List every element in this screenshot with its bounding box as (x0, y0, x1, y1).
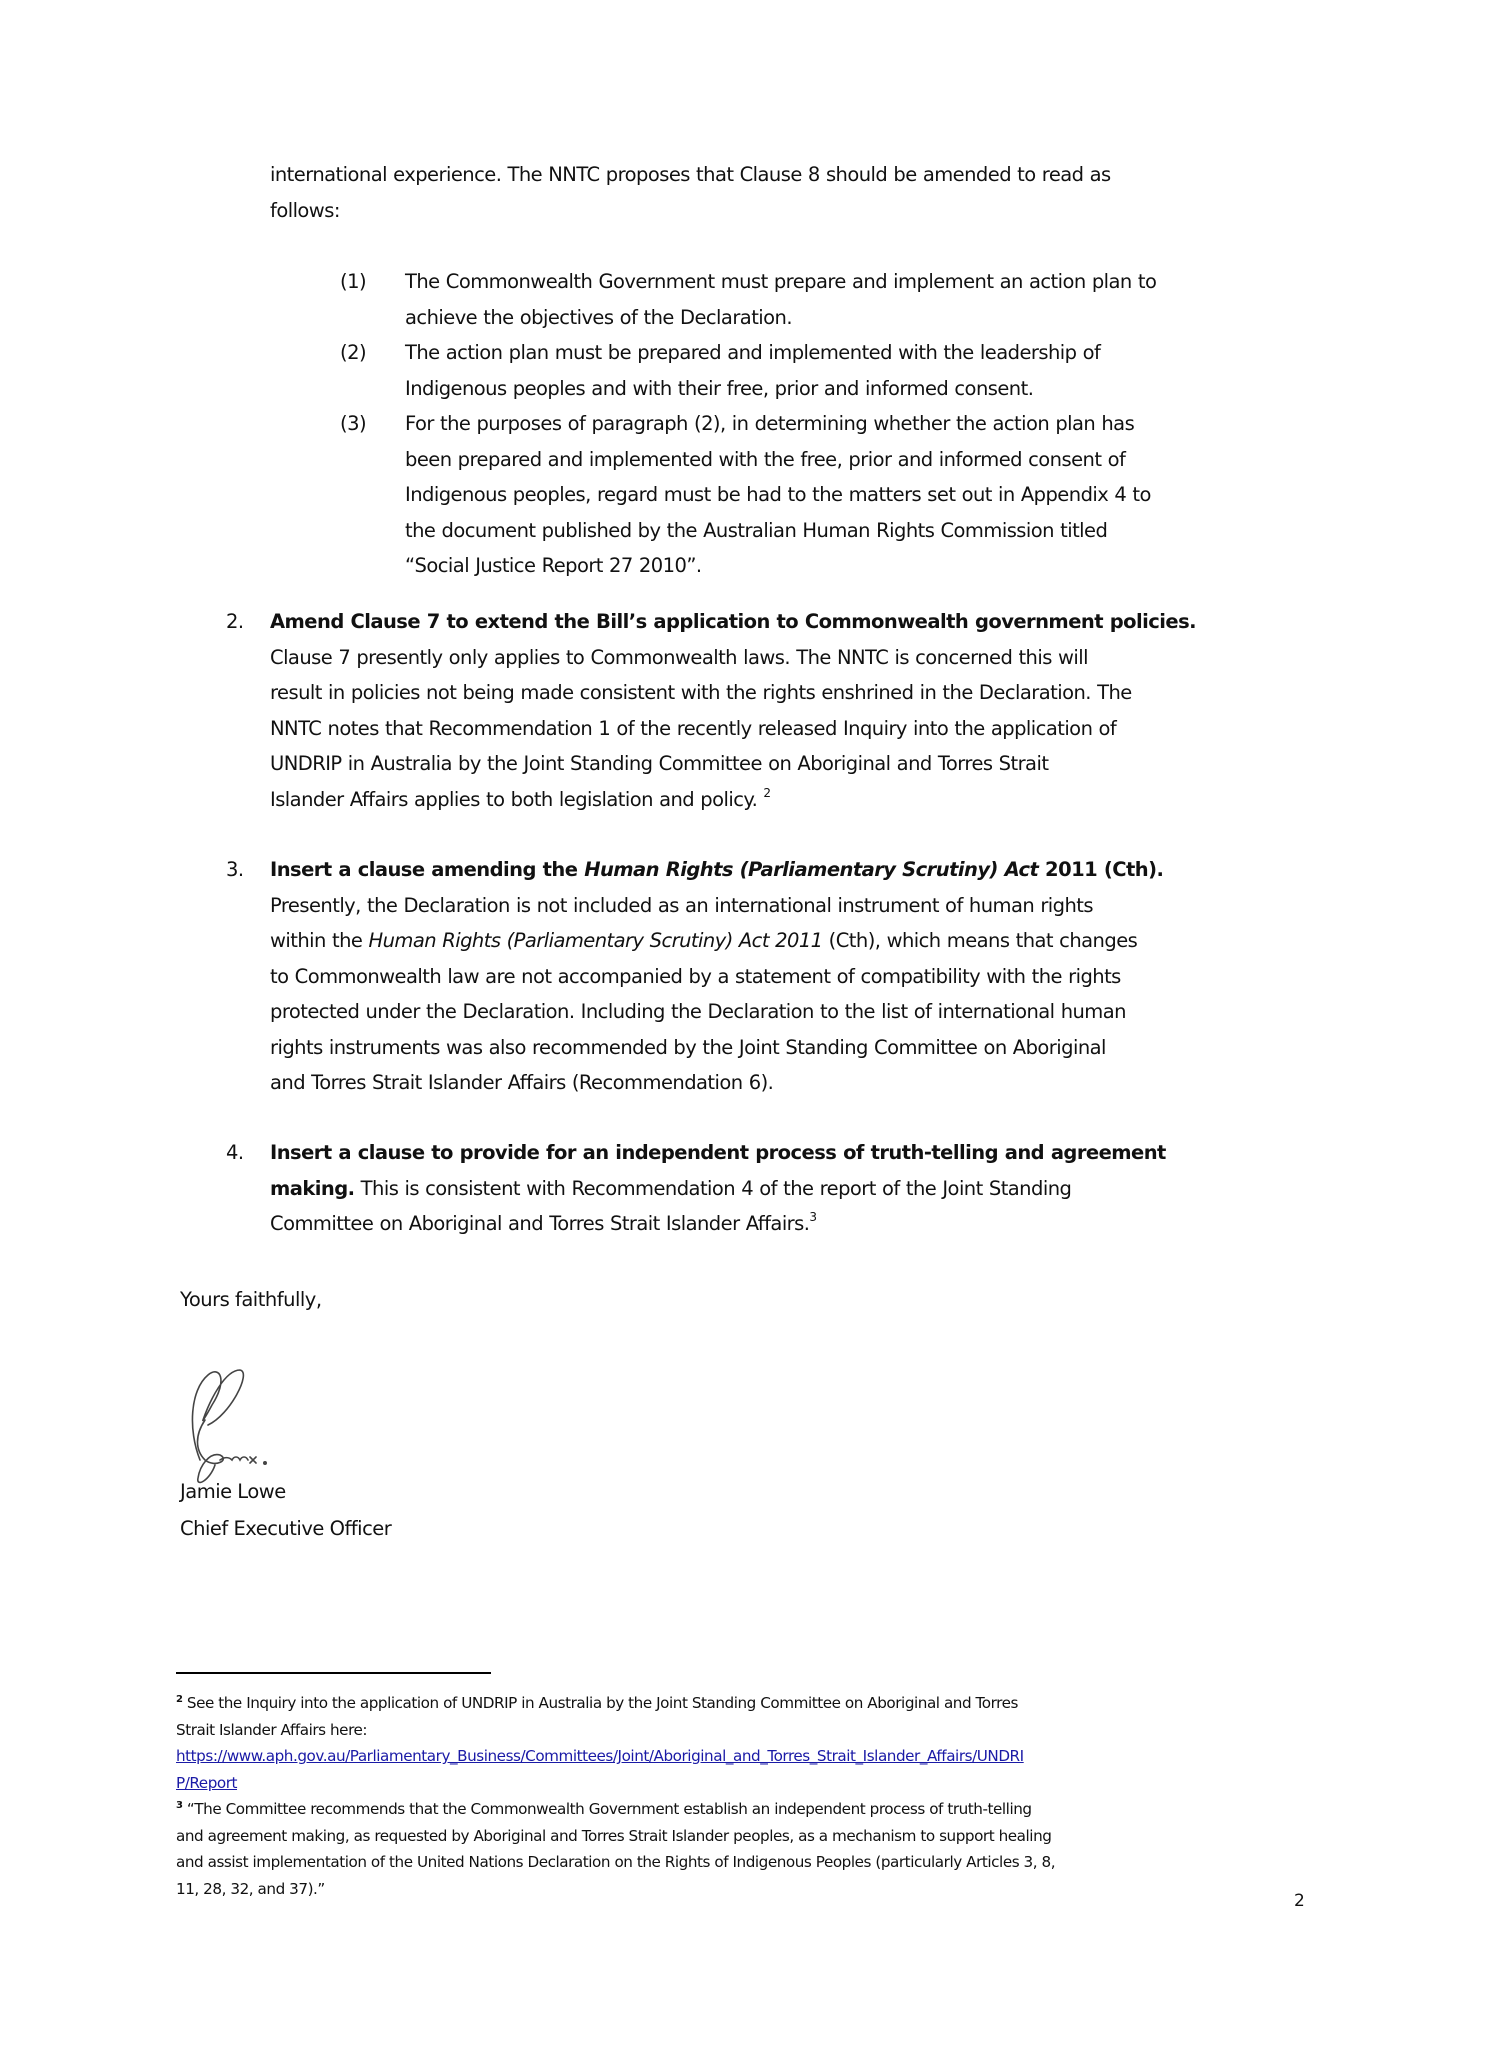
footnote-text: and agreement making, as requested by Aboriginal and Torres Strait Islander peoples, as a mechanism to support healing (176, 1826, 1052, 1845)
footnote-reference[interactable]: 3 (809, 1210, 817, 1224)
recommendation-line: (Cth), which means that changes (822, 929, 1138, 952)
recommendation-heading: Insert a clause to provide for an independent process of truth-telling and agreement (270, 1141, 1166, 1164)
footnote-3 (176, 1796, 1055, 1902)
footnote-text: See the Inquiry into the application of UNDRIP in Australia by the Joint Standing Committee on Aboriginal and Torres (182, 1694, 1018, 1712)
subitem-line: achieve the objectives of the Declaration. (405, 305, 792, 329)
salutation: Yours faithfully, (180, 1288, 322, 1311)
recommendation-line: NNTC notes that Recommendation 1 of the recently released Inquiry into the application of (270, 716, 1117, 740)
recommendation-line: Clause 7 presently only applies to Commonwealth laws. The NNTC is concerned this will (270, 645, 1088, 669)
footnote-text: and assist implementation of the United Nations Declaration on the Rights of Indigenous Peoples (particularly Articles 3, 8, (176, 1853, 1056, 1871)
intro-paragraph (270, 157, 1111, 228)
recommendation-heading: Insert a clause amending the (270, 858, 585, 881)
intro-line: follows: (270, 198, 340, 222)
footnote-text: Strait Islander Affairs here: (176, 1720, 368, 1739)
subitem-label: (1) (340, 270, 367, 293)
footnote-reference[interactable]: 2 (763, 785, 771, 800)
footnote-text: 11, 28, 32, and 37).” (176, 1879, 325, 1898)
recommendation-line: result in policies not being made consistent with the rights enshrined in the Declaration. The (270, 681, 1132, 704)
recommendation-line: This is consistent with Recommendation 4 of the report of the Joint Standing (354, 1176, 1072, 1200)
recommendation-heading-suffix: 2011 (Cth). (1038, 858, 1164, 881)
signatory-title: Chief Executive Officer (180, 1517, 392, 1540)
recommendation-number: 3. (226, 858, 244, 881)
act-title: Human Rights (Parliamentary Scrutiny) Act (584, 858, 1039, 881)
subitem-line: been prepared and implemented with the free, prior and informed consent of (405, 447, 1126, 471)
subitem-line: The action plan must be prepared and implemented with the leadership of (405, 341, 1101, 364)
signature-icon (170, 1360, 330, 1490)
footnote-link[interactable]: P/Report (176, 1773, 238, 1792)
subitem-label: (3) (340, 412, 367, 435)
footnote-link[interactable]: https://www.aph.gov.au/Parliamentary_Business/Committees/Joint/Aboriginal_and_Torres_Strait_Islander_Affairs/UNDRI (176, 1747, 1024, 1765)
recommendation-line: Committee on Aboriginal and Torres Strait Islander Affairs. (270, 1212, 810, 1235)
recommendation-line: UNDRIP in Australia by the Joint Standing Committee on Aboriginal and Torres Strait (270, 752, 1049, 775)
subitem-line: Indigenous peoples, regard must be had to the matters set out in Appendix 4 to (405, 483, 1151, 506)
subitem-label: (2) (340, 341, 367, 364)
subitem-line: For the purposes of paragraph (2), in determining whether the action plan has (405, 412, 1135, 435)
recommendation-line: Presently, the Declaration is not included as an international instrument of human rights (270, 893, 1094, 917)
subitem-line: “Social Justice Report 27 2010”. (405, 554, 702, 577)
footnote-marker: 2 (176, 1694, 183, 1705)
footnote-separator (176, 1672, 491, 1674)
recommendation-heading: making. (270, 1176, 355, 1200)
footnote-text: “The Committee recommends that the Commonwealth Government establish an independent process of truth-telling (182, 1800, 1032, 1818)
subitem-line: Indigenous peoples and with their free, prior and informed consent. (405, 376, 1034, 400)
subitem-line: the document published by the Australian Human Rights Commission titled (405, 518, 1108, 542)
subitem-line: The Commonwealth Government must prepare and implement an action plan to (405, 270, 1157, 293)
footnote-marker: 3 (176, 1800, 183, 1811)
recommendation-line: and Torres Strait Islander Affairs (Recommendation 6). (270, 1071, 774, 1094)
recommendation-number: 2. (226, 610, 244, 633)
recommendation-line: protected under the Declaration. Including the Declaration to the list of international human (270, 1000, 1126, 1023)
recommendation-line: within the (270, 929, 369, 952)
recommendation-number: 4. (226, 1141, 244, 1164)
act-title: Human Rights (Parliamentary Scrutiny) Act 2011 (368, 929, 823, 952)
recommendation-line: Islander Affairs applies to both legislation and policy. (270, 787, 764, 811)
recommendation-line: to Commonwealth law are not accompanied by a statement of compatibility with the rights (270, 964, 1121, 988)
signatory-name: Jamie Lowe (180, 1480, 286, 1503)
page-number: 2 (1294, 1891, 1305, 1911)
intro-line: international experience. The NNTC proposes that Clause 8 should be amended to read as (270, 163, 1111, 186)
recommendation-heading: Amend Clause 7 to extend the Bill’s application to Commonwealth government policies. (270, 610, 1196, 633)
footnote-2 (176, 1690, 1024, 1796)
recommendation-line: rights instruments was also recommended by the Joint Standing Committee on Aboriginal (270, 1035, 1106, 1059)
